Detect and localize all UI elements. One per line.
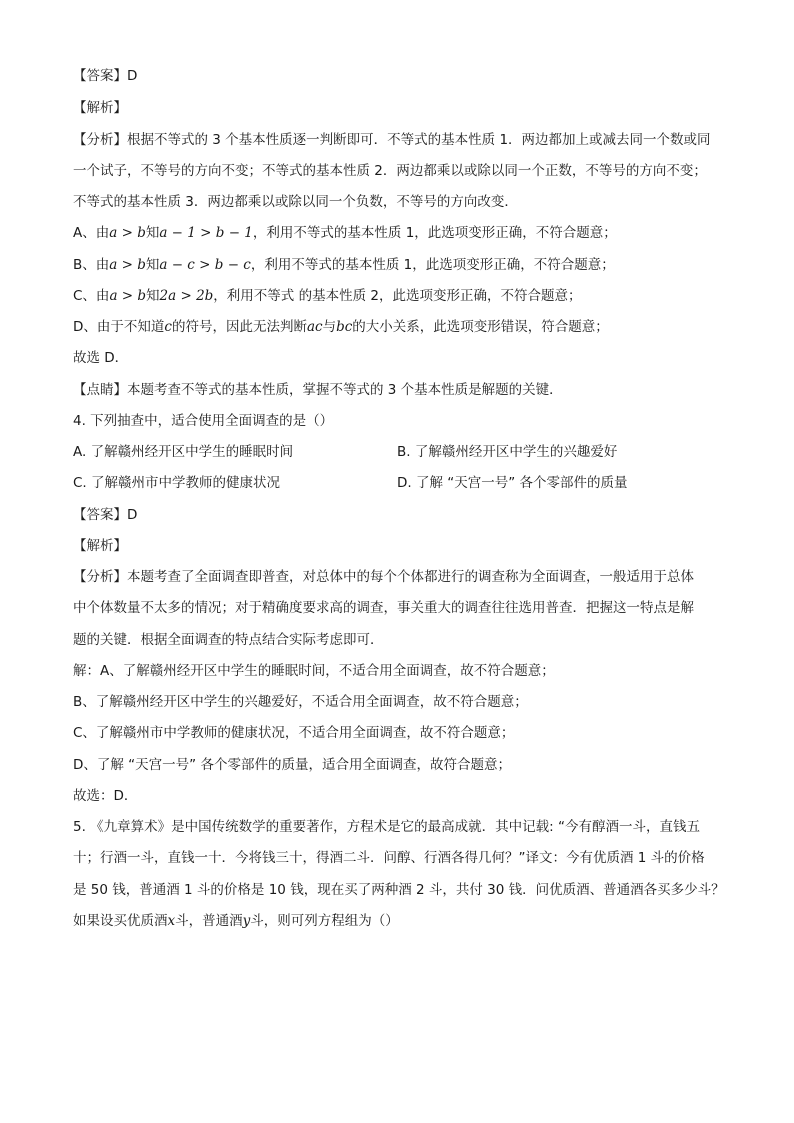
q4-solution-line-3: C、了解赣州市中学教师的健康状况，不适合用全面调查，故不符合题意； bbox=[73, 725, 515, 741]
q3-analysis-line-1: 【分析】根据不等式的 3 个基本性质逐一判断即可．不等式的基本性质 1．两边都加上或减去同一个数或同 bbox=[73, 132, 711, 148]
q3-comment: 【点睛】本题考查不等式的基本性质，掌握不等式的 3 个基本性质是解题的关键． bbox=[73, 382, 563, 398]
q5-line-4: 如果设买优质酒x斗，普通酒y斗，则可列方程组为（） bbox=[73, 913, 399, 929]
q4-answer: 【答案】D bbox=[73, 507, 138, 523]
q4-analysis-line-1: 【分析】本题考查了全面调查即普查，对总体中的每个个体都进行的调查称为全面调查，一般适用于总体 bbox=[73, 569, 694, 585]
math-variable: y bbox=[242, 913, 251, 929]
math-expression: c bbox=[164, 319, 172, 335]
math-expression: a − 1 > b − 1 bbox=[159, 225, 253, 241]
q3-conclusion: 故选 D． bbox=[73, 350, 129, 366]
q4-choice-a: A. 了解赣州经开区中学生的睡眠时间 bbox=[73, 444, 294, 460]
math-expression: ac bbox=[306, 319, 323, 335]
math-expression: a > b bbox=[109, 257, 146, 273]
q3-analysis-heading: 【解析】 bbox=[73, 100, 127, 116]
math-expression: 2a > 2b bbox=[159, 288, 214, 304]
q4-choice-c: C. 了解赣州市中学教师的健康状况 bbox=[73, 475, 281, 491]
q4-solution-line-1: 解：A、了解赣州经开区中学生的睡眠时间，不适合用全面调查，故不符合题意； bbox=[73, 663, 555, 679]
q4-analysis-line-2: 中个体数量不太多的情况；对于精确度要求高的调查，事关重大的调查往往选用普查．把握这一特点是解 bbox=[73, 600, 694, 616]
q3-option-b-explanation: B、由a > b知a − c > b − c，利用不等式的基本性质 1，此选项变形正确，不符合题意； bbox=[73, 257, 615, 273]
q4-conclusion: 故选：D． bbox=[73, 788, 138, 804]
math-variable: x bbox=[167, 913, 176, 929]
math-expression: bc bbox=[336, 319, 353, 335]
q4-choice-d: D. 了解 “天宫一号” 各个零部件的质量 bbox=[397, 475, 628, 491]
q5-line-3: 是 50 钱，普通酒 1 斗的价格是 10 钱，现在买了两种酒 2 斗，共付 30 钱．问优质酒、普通酒各买多少斗？ bbox=[73, 882, 725, 898]
q5-line-2: 十；行酒一斗，直钱一十．今将钱三十，得酒二斗．问醇、行酒各得几何？”译文：今有优质酒 1 斗的价格 bbox=[73, 850, 705, 866]
q4-choice-b: B. 了解赣州经开区中学生的兴趣爱好 bbox=[397, 444, 618, 460]
q4-analysis-line-3: 题的关键．根据全面调查的特点结合实际考虑即可． bbox=[73, 632, 384, 648]
q4-solution-line-2: B、了解赣州经开区中学生的兴趣爱好，不适合用全面调查，故不符合题意； bbox=[73, 694, 528, 710]
q4-solution-line-4: D、了解 “天宫一号” 各个零部件的质量，适合用全面调查，故符合题意； bbox=[73, 757, 511, 773]
q3-option-a-explanation: A、由a > b知a − 1 > b − 1，利用不等式的基本性质 1，此选项变形正确，不符合题意； bbox=[73, 225, 617, 241]
q3-analysis-line-3: 不等式的基本性质 3．两边都乘以或除以同一个负数，不等号的方向改变． bbox=[73, 194, 518, 210]
q5-line-1: 5. 《九章算术》是中国传统数学的重要著作，方程术是它的最高成就．其中记载: “今有醇酒一斗，直钱五 bbox=[73, 819, 701, 835]
q3-answer: 【答案】D bbox=[73, 68, 138, 84]
math-expression: a − c > b − c bbox=[159, 257, 251, 273]
q4-question: 4. 下列抽查中，适合使用全面调查的是（） bbox=[73, 413, 334, 429]
math-expression: a > b bbox=[109, 225, 146, 241]
q3-option-c-explanation: C、由a > b知2a > 2b，利用不等式 的基本性质 2，此选项变形正确，不符合题意； bbox=[73, 288, 582, 304]
q3-analysis-line-2: 一个试子，不等号的方向不变；不等式的基本性质 2．两边都乘以或除以同一个正数，不等号的方向不变； bbox=[73, 163, 707, 179]
math-expression: a > b bbox=[109, 288, 147, 304]
q3-option-d-explanation: D、由于不知道c的符号，因此无法判断ac与bc的大小关系，此选项变形错误，符合题意； bbox=[73, 319, 609, 335]
q4-analysis-heading: 【解析】 bbox=[73, 538, 127, 554]
